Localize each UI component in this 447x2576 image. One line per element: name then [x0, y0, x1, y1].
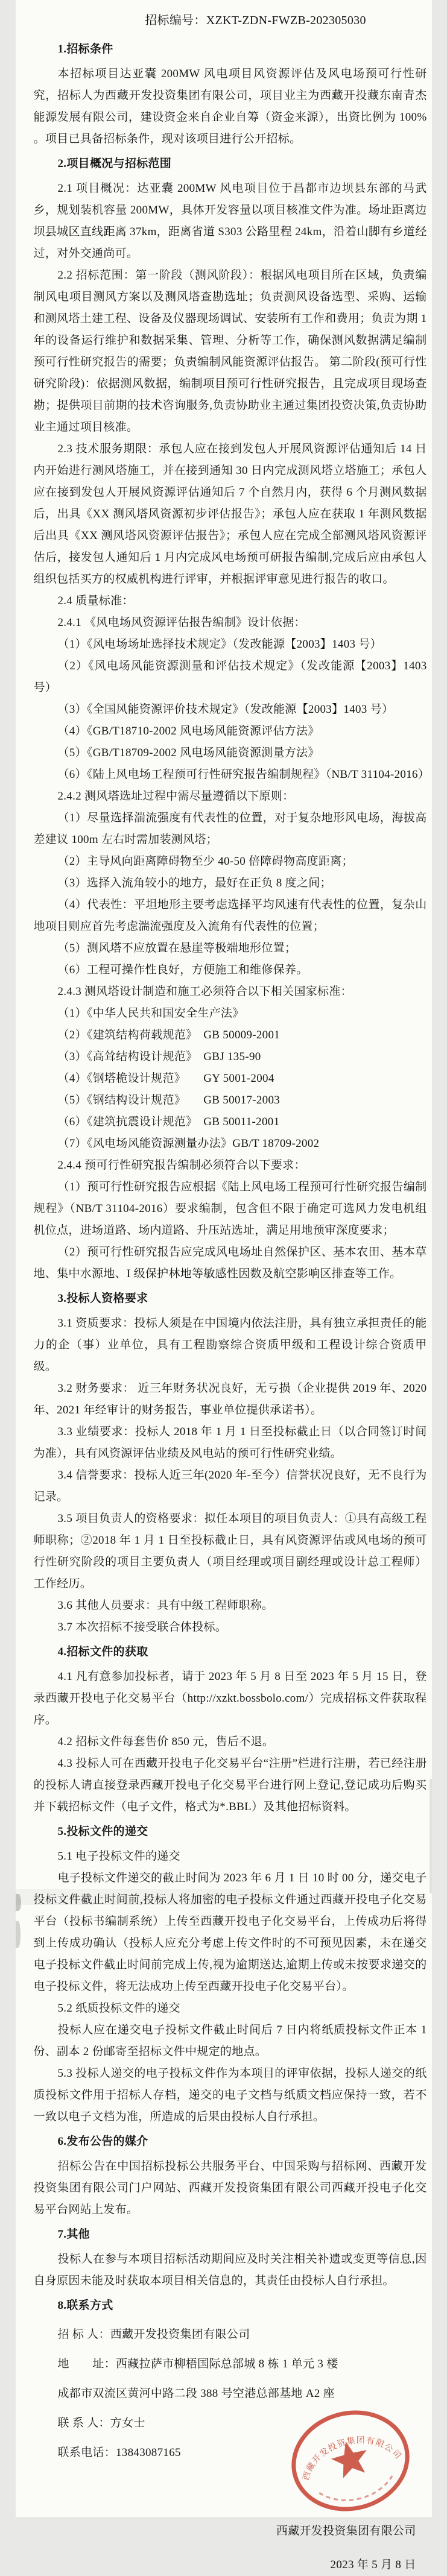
paragraph: （1）《中华人民共和国安全生产法》 [34, 1003, 427, 1024]
section-heading: 2.项目概况与招标范围 [34, 153, 427, 175]
paragraph: 2.4 质量标准： [34, 590, 427, 612]
paragraph: （2）主导风向距离障碍物至少 40-50 倍障碍物高度距离； [34, 851, 427, 873]
paragraph: 3.5 项目负责人的资格要求：拟任本项目的项目负责人：①具有高级工程师职称；②2018 年 1 月 1 日至投标截止日，具有风资源评估或风电场的预可行性研究阶段的项目主要负责人（项目经理或项目副经理或设计总工程师）工作经历。 [34, 1508, 427, 1595]
paragraph: （2）预可行性研究报告应完成风电场址自然保护区、基本农田、基本草地、集中水源地、I 级保护林地等敏感性因数及航空影响区排查等工作。 [34, 1242, 427, 1285]
paragraph: （6）《建筑抗震设计规范》 GB 50011-2001 [34, 1111, 427, 1133]
section-heading: 1.招标条件 [34, 39, 427, 60]
tender-notice-page [16, 0, 432, 2517]
paragraph: （5）《GB/T18709-2002 风电场风能资源测量方法》 [34, 742, 427, 764]
paragraph: 3.2 财务要求： 近三年财务状况良好，无亏损（企业提供 2019 年、2020年、2021 年经审计的财务报告，事业单位提供承诺书）。 [34, 1378, 427, 1421]
paragraph: 4.3 投标人可在西藏开投电子化交易平台“注册”栏进行注册，若已经注册的投标人请直接登录西藏开投电子化交易平台进行网上登记,登记成功后购买并下载招标文件（电子文件，格式为*.BBL）及其他招标资料。 [34, 1753, 427, 1818]
paragraph: 2.2 招标范围：第一阶段（测风阶段）：根据风电项目所在区域，负责编制风电项目测风方案以及测风塔查勘选址；负责测风设备选型、采购、运输和测风塔土建工程、设备及仪器现场调试、安装所有工作和费用；负责为期 1 年的设备运行维护和数据采集、管理、分析等工作，确保测风数据满足编制预可行性研究报告的需要；负责编制风能资源评估报告。 第二阶段(预可行性研究阶段)：依据测风数据，编制项目预可行性研究报告，且完成项目现场查勘；提供项目前期的技术咨询服务,负责协助业主通过集团投资决策,负责协助业主通过项目核准。 [34, 265, 427, 438]
paragraph: （4）《钢塔桅设计规范》 GY 5001-2004 [34, 1068, 427, 1090]
paragraph: （2）《建筑结构荷载规范》 GB 50009-2001 [34, 1024, 427, 1046]
paragraph: （3）《全国风能资源评价技术规定》（发改能源【2003】1403 号） [34, 699, 427, 721]
paragraph: 2.4.2 测风塔选址过程中需尽量遵循以下原则： [34, 786, 427, 807]
contact-line: 联 系 人：方女士 [34, 2408, 427, 2438]
paragraph: （1）预可行性研究报告应根据《陆上风电场工程预可行性研究报告编制规程》（NB/T 31104-2016）要求编制，包含但不限于确定可选风力发电机组机位点，进场道路、场内道路、升压站选址，满足用地预审深度要求； [34, 1176, 427, 1242]
scan-smudge [16, 1921, 21, 1948]
paragraph: 5.2 纸质投标文件的递交 [34, 1998, 427, 2019]
paragraph: （5）测风塔不应放置在悬崖等极端地形位置； [34, 938, 427, 959]
paragraph: 2.4.4 预可行性研究报告编制必须符合以下要求： [34, 1155, 427, 1176]
section-heading: 6.发布公告的媒介 [34, 2131, 427, 2153]
paragraph: 电子投标文件递交的截止时间为 2023 年 6 月 1 日 10 时 00 分，递交电子投标文件截止时间前,投标人将加密的电子投标文件通过西藏开投电子化交易平台（投标书编制系统）上传至西藏开投电子化交易平台，上传成功后将得到上传成功确认（投标人应充分考虑上传文件时的不可预见因素，未在递交电子投标文件截止时间前完成上传,视为逾期送达,逾期上传或未按要求递交的电子投标文件，将无法成功上传至西藏开投电子化交易平台）。 [34, 1867, 427, 1998]
document-body [16, 0, 432, 2467]
signature-company: 西藏开发投资集团有限公司 [16, 2521, 416, 2542]
paragraph: 5.3 投标人递交的电子投标文件作为本项目的评审依据，投标人递交的纸质投标文件用于招标人存档，递交的电子文档与纸质文档应保持一致，若不一致以电子文档为准，所造成的后果由投标人自行承担。 [34, 2063, 427, 2128]
paragraph: （1）《风电场场址选择技术规定》（发改能源【2003】1403 号） [34, 634, 427, 655]
paragraph: （2）《风电场风能资源测量和评估技术规定》（发改能源【2003】1403 号） [34, 655, 427, 699]
section-heading: 7.其他 [34, 2224, 427, 2246]
tender-reference-number: 招标编号：XZKT-ZDN-FWZB-202305030 [59, 10, 447, 31]
section-heading: 8.联系方式 [34, 2295, 427, 2317]
paragraph: 3.6 其他人员要求：具有中级工程师职称。 [34, 1595, 427, 1617]
contact-line: 成都市双流区黄河中路二段 388 号空港总部基地 A2 座 [34, 2379, 427, 2408]
paragraph: 2.3 技术服务期限：承包人应在接到发包人开展风资源评估通知后 14 日内开始进行测风塔施工，并在接到通知 30 日内完成测风塔立塔施工；承包人应在接到发包人开展风资源评估通知后 7 个自然月内，获得 6 个月测风数据后，出具《XX 测风塔风资源初步评估报告》；承包人应在获取 1 年测风数据后出具《XX 测风塔风资源评估报告》；承包人应在完成全部测风塔风资源评估后，接发包人通知后 1 月内完成风电场预可研报告编制,完成后应由承包人组织包括买方的权威机构进行评审，并根据评审意见进行报告的收口。 [34, 438, 427, 590]
section-heading: 5.投标文件的递交 [34, 1821, 427, 1843]
paragraph: 2.4.3 测风塔设计制造和施工必须符合以下相关国家标准： [34, 981, 427, 1003]
paragraph: 2.1 项目概况：达亚囊 200MW 风电项目位于昌都市边坝县东部的马武乡，规划装机容量 200MW，具体开发容量以项目核准文件为准。场址距离边坝县城区直线距离 37km，距离省道 S303 公路里程 24km，沿着山脚有乡道经过，对外交通尚可。 [34, 178, 427, 265]
paragraph: 招标公告在中国招标投标公共服务平台、中国采购与招标网、西藏开发投资集团有限公司门户网站、西藏开发投资集团有限公司西藏开投电子化交易平台网站上发布。 [34, 2156, 427, 2221]
paragraph: （3）《高耸结构设计规范》 GBJ 135-90 [34, 1046, 427, 1068]
section-heading: 4.招标文件的获取 [34, 1641, 427, 1663]
paragraph: 4.1 凡有意参加投标者，请于 2023 年 5 月 8 日至 2023 年 5 月 15 日，登录西藏开投电子化交易平台（http://xzkt.bossbolo.com/）完成招标文件获取程序。 [34, 1666, 427, 1731]
signature-date: 2023 年 5 月 8 日 [16, 2554, 416, 2576]
paragraph: （7）《风电场风能资源测量办法》GB/T 18709-2002 [34, 1133, 427, 1155]
paragraph: 投标人在参与本项目招标活动期间应及时关注相关补遗或变更等信息,因自身原因未能及时获取本项目相关信息的，其责任由投标人自行承担。 [34, 2249, 427, 2292]
paragraph: （4）《GB/T18710-2002 风电场风能资源评估方法》 [34, 721, 427, 742]
paragraph: 4.2 招标文件每套售价 850 元，售后不退。 [34, 1731, 427, 1753]
signature-block [16, 2521, 432, 2576]
paragraph: （5）《钢结构设计规范》 GB 50017-2003 [34, 1090, 427, 1111]
section-heading: 3.投标人资格要求 [34, 1288, 427, 1310]
contact-line: 地 址：西藏拉萨市柳梧国际总部城 8 栋 1 单元 3 楼 [34, 2349, 427, 2379]
paragraph: 3.4 信誉要求：投标人近三年(2020 年-至今）信誉状况良好，无不良行为记录。 [34, 1465, 427, 1508]
paragraph: （6）工程可操作性良好，方便施工和维修保养。 [34, 959, 427, 981]
paragraph: 5.1 电子投标文件的递交 [34, 1846, 427, 1867]
contact-line: 联系电话：13843087165 [34, 2438, 427, 2467]
paragraph: （3）选择入流角较小的地方，最好在正负 8 度之间； [34, 873, 427, 894]
paragraph: 投标人应在递交电子投标文件截止时间后 7 日内将纸质投标文件正本 1 份、副本 2 份邮寄至招标文件中规定的地点。 [34, 2019, 427, 2063]
paragraph: 3.7 本次招标不接受联合体投标。 [34, 1617, 427, 1638]
contact-line: 招 标 人：西藏开发投资集团有限公司 [34, 2320, 427, 2349]
seal-ring-text: 西藏开发投资集团有限公司 [294, 2424, 404, 2484]
paragraph: （6）《陆上风电场工程预可行性研究报告编制规程》（NB/T 31104-2016） [34, 764, 427, 786]
paragraph: 3.1 资质要求：投标人须是在中国境内依法注册，具有独立承担责任的能力的企（事）业单位，具有工程勘察综合资质甲级和工程设计综合资质甲级。 [34, 1313, 427, 1378]
scan-streak [430, 1779, 432, 1893]
scan-smudge [16, 1894, 21, 1911]
paragraph: 2.4.1 《风电场风资源评估报告编制》设计依据： [34, 612, 427, 634]
paragraph: 3.3 业绩要求：投标人 2018 年 1 月 1 日至投标截止日（以合同签订时间为准），具有风资源评估业绩及风电站的预可行性研究业绩。 [34, 1421, 427, 1465]
paragraph: 本招标项目达亚囊 200MW 风电项目风资源评估及风电场预可行性研究，招标人为西藏开发投资集团有限公司，项目业主为西藏开投藏东南青杰能源发展有限公司，建设资金来自企业自筹（资金来源），出资比例为 100% 。项目已具备招标条件，现对该项目进行公开招标。 [34, 63, 427, 150]
paragraph: （1）尽量选择湍流强度有代表性的位置，对于复杂地形风电场，海拔高差建议 100m 左右时需加装测风塔； [34, 807, 427, 851]
paragraph: （4）代表性：平坦地形主要考虑选择平均风速有代表性的位置，复杂山地项目则应首先考虑湍流强度及入流角有代表性的位置； [34, 894, 427, 938]
